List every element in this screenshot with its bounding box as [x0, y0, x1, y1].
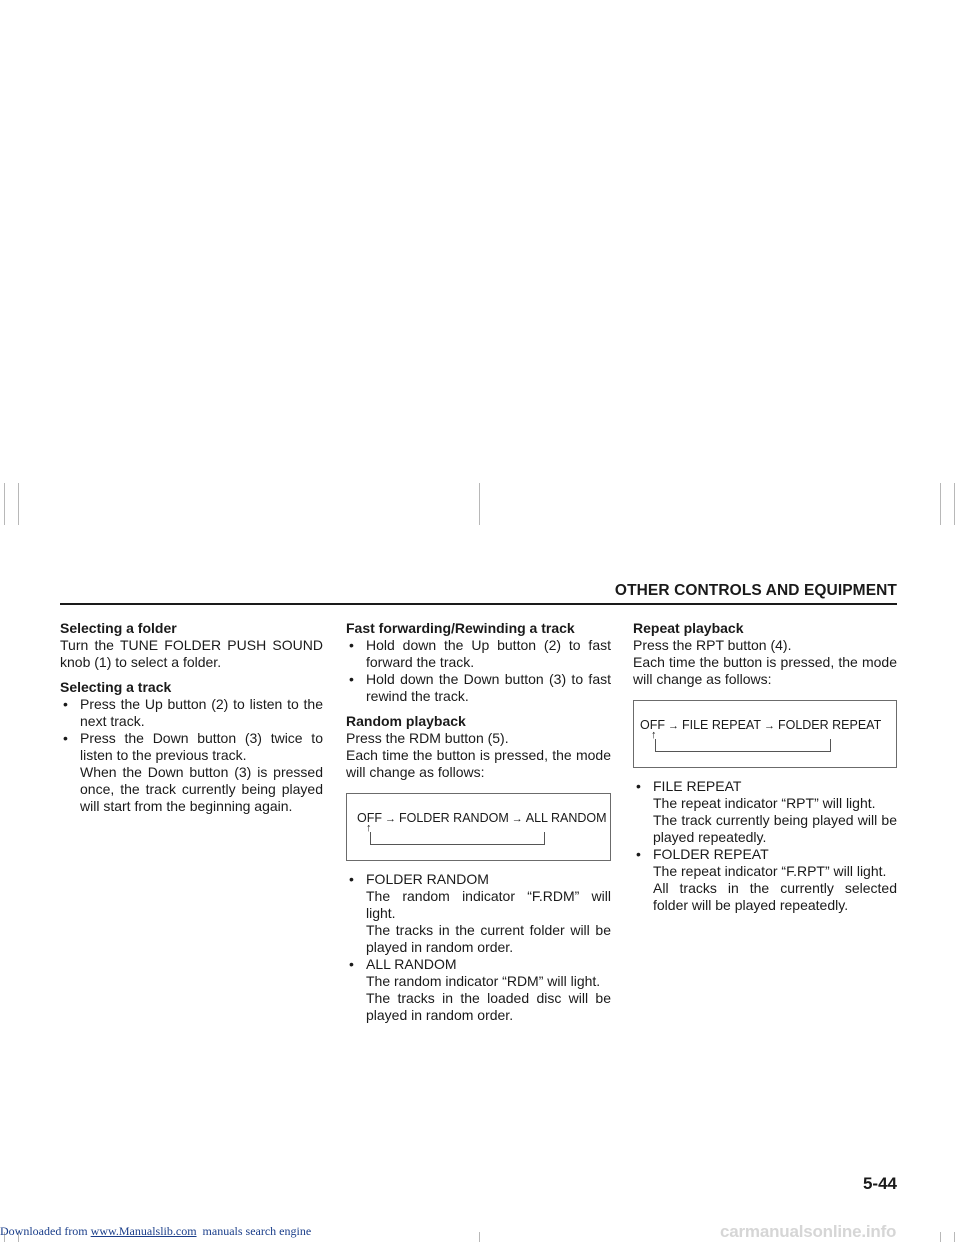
mode-label: FOLDER RANDOM [399, 811, 509, 825]
column-left [60, 620, 323, 815]
bullet-icon: • [63, 696, 68, 712]
heading-random-playback: Random playback [346, 713, 466, 729]
watermark: carmanualsonline.info [720, 1222, 897, 1241]
list-item-title: FOLDER RANDOM [366, 871, 489, 887]
heading-fast-forward: Fast forwarding/Rewinding a track [346, 620, 575, 636]
list-item-note: When the Down button (3) is pressed once, the track currently being played will start from the beginning again. [80, 764, 323, 814]
crop-mark [479, 1232, 480, 1242]
paragraph: Each time the button is pressed, the mode will change as follows: [346, 747, 611, 780]
bullet-icon: • [63, 730, 68, 746]
mode-label: OFF [640, 718, 665, 732]
list-item [346, 671, 611, 705]
crop-mark [479, 483, 480, 525]
list-item-text: The random indicator “RDM” will light. [366, 973, 601, 989]
list-item-title: ALL RANDOM [366, 956, 457, 972]
header-rule [60, 603, 897, 605]
list-item [60, 730, 323, 764]
list-item-title: FILE REPEAT [653, 778, 742, 794]
mode-label: OFF [357, 811, 382, 825]
download-footer [0, 1224, 311, 1239]
list-item-text: Press the Down button (3) twice to listen to the previous track. [80, 730, 323, 763]
right-arrow-icon: → [668, 720, 679, 732]
bullet-icon: • [349, 637, 354, 653]
bullet-icon: • [636, 778, 641, 794]
mode-sequence [640, 717, 881, 735]
mode-label: FILE REPEAT [682, 718, 761, 732]
up-arrow-icon: ↑ [366, 822, 372, 834]
list-item-text: The tracks in the current folder will be played in random order. [366, 922, 611, 955]
heading-repeat-playback: Repeat playback [633, 620, 744, 636]
paragraph: Each time the button is pressed, the mode will change as follows: [633, 654, 897, 687]
crop-mark [940, 483, 941, 525]
column-middle [346, 620, 611, 1024]
list-item [633, 778, 897, 795]
crop-mark [954, 1232, 955, 1242]
bullet-icon: • [636, 846, 641, 862]
right-arrow-icon: → [763, 720, 775, 732]
manualslib-link[interactable]: www.Manualslib.com [90, 1224, 197, 1238]
heading-selecting-track: Selecting a track [60, 679, 172, 695]
list-item [633, 846, 897, 863]
section-title: OTHER CONTROLS AND EQUIPMENT [614, 582, 897, 599]
list-item [60, 696, 323, 730]
list-item-title: FOLDER REPEAT [653, 846, 769, 862]
loop-back-line [655, 739, 831, 752]
bullet-icon: • [349, 671, 354, 687]
paragraph: Turn the TUNE FOLDER PUSH SOUND knob (1) to select a folder. [60, 637, 323, 670]
loop-back-line [370, 832, 545, 845]
list-item-text: All tracks in the currently selected folder will be played repeatedly. [653, 880, 897, 913]
page-number: 5-44 [862, 1174, 897, 1193]
list-item-text: The repeat indicator “RPT” will light. [653, 795, 876, 811]
list-item-text: The random indicator “F.RDM” will light. [366, 888, 611, 921]
mode-label: ALL RANDOM [525, 811, 607, 825]
crop-mark [18, 483, 19, 525]
list-item [346, 956, 611, 973]
list-item-text: The track currently being played will be played repeatedly. [653, 812, 897, 845]
bullet-icon: • [349, 956, 354, 972]
list-item-text: Press the Up button (2) to listen to the next track. [80, 696, 323, 729]
up-arrow-icon: ↑ [651, 729, 657, 741]
paragraph: Press the RPT button (4). [633, 637, 792, 653]
bullet-icon: • [349, 871, 354, 887]
right-arrow-icon: → [385, 813, 396, 825]
list-item-text: Hold down the Down button (3) to fast rewind the track. [366, 671, 611, 704]
crop-mark [954, 483, 955, 525]
mode-label: FOLDER REPEAT [777, 718, 882, 732]
repeat-mode-diagram [633, 700, 897, 768]
list-item [346, 871, 611, 888]
footer-prefix: Downloaded from [0, 1224, 91, 1238]
right-arrow-icon: → [511, 813, 523, 825]
list-item [346, 637, 611, 671]
random-mode-diagram [346, 793, 611, 861]
list-item-text: Hold down the Up button (2) to fast forward the track. [366, 637, 611, 670]
crop-mark [940, 1232, 941, 1242]
column-right [633, 620, 897, 914]
list-item-text: The repeat indicator “F.RPT” will light. [653, 863, 887, 879]
paragraph: Press the RDM button (5). [346, 730, 509, 746]
footer-suffix: manuals search engine [196, 1224, 312, 1238]
crop-mark [4, 483, 5, 525]
mode-sequence [357, 810, 607, 828]
heading-selecting-folder: Selecting a folder [60, 620, 177, 636]
list-item-text: The tracks in the loaded disc will be played in random order. [366, 990, 611, 1023]
